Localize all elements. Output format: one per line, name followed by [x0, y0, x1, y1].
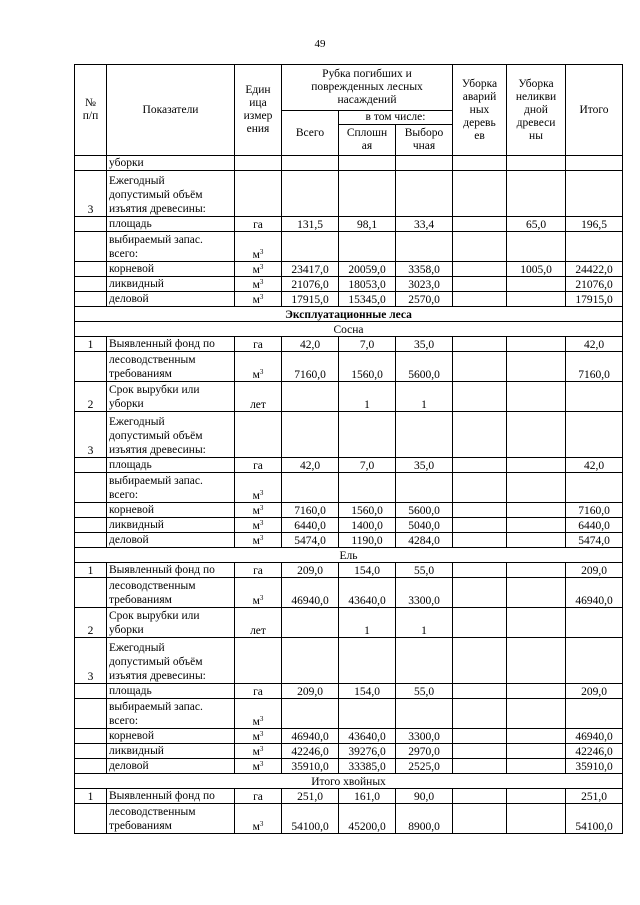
cell-total [282, 699, 339, 729]
cell-total [282, 171, 339, 217]
cell-selective [396, 171, 453, 217]
row-number [75, 804, 107, 834]
cell-selective [396, 156, 453, 171]
row-number [75, 292, 107, 307]
table-row [75, 518, 623, 533]
cell-illiquid: 65,0 [507, 217, 566, 232]
cell-selective: 2970,0 [396, 744, 453, 759]
subsection-title: Ель [75, 548, 623, 563]
cell-selective: 3300,0 [396, 578, 453, 608]
row-indicator: ликвидный [107, 518, 235, 533]
row-indicator: Выявленный фонд по [107, 563, 235, 578]
row-number [75, 156, 107, 171]
cell-emergency [453, 503, 507, 518]
forest-felling-table [74, 64, 623, 834]
table-row [75, 473, 623, 503]
cell-emergency [453, 638, 507, 684]
cell-emergency [453, 217, 507, 232]
row-number [75, 232, 107, 262]
cell-clear: 1 [339, 382, 396, 412]
row-indicator: выбираемый запас. всего: [107, 232, 235, 262]
row-unit: $м^3$ [235, 759, 282, 774]
header-emergency: Уборка аварий ных деревь ев [453, 65, 507, 156]
cell-total: 251,0 [282, 789, 339, 804]
cell-emergency [453, 699, 507, 729]
row-unit: $м^3$ [235, 277, 282, 292]
table-row [75, 804, 623, 834]
table-row [75, 382, 623, 412]
table-body [75, 156, 623, 834]
row-indicator: ликвидный [107, 744, 235, 759]
cell-selective: 1 [396, 382, 453, 412]
row-indicator: площадь [107, 458, 235, 473]
row-indicator: корневой [107, 262, 235, 277]
cell-selective: 5600,0 [396, 352, 453, 382]
row-unit: $м^3$ [235, 232, 282, 262]
row-unit: $м^3$ [235, 518, 282, 533]
header-selective: Выборо чная [396, 125, 453, 156]
cell-emergency [453, 292, 507, 307]
cell-total [282, 473, 339, 503]
row-unit: $м^3$ [235, 292, 282, 307]
cell-selective [396, 699, 453, 729]
cell-illiquid [507, 729, 566, 744]
row-unit: $м^3$ [235, 729, 282, 744]
row-indicator: Срок вырубки или уборки [107, 608, 235, 638]
cell-clear [339, 232, 396, 262]
row-indicator: Ежегодный допустимый объём изъятия древесины: [107, 412, 235, 458]
cell-total: 46940,0 [282, 578, 339, 608]
subsection-row [75, 548, 623, 563]
cell-itogo: 7160,0 [566, 352, 623, 382]
cell-clear [339, 699, 396, 729]
row-indicator: площадь [107, 217, 235, 232]
cell-illiquid [507, 789, 566, 804]
row-indicator: лесоводственным требованиям [107, 804, 235, 834]
cell-itogo: 251,0 [566, 789, 623, 804]
table-row [75, 608, 623, 638]
cell-illiquid [507, 578, 566, 608]
cell-illiquid [507, 608, 566, 638]
row-unit: $м^3$ [235, 578, 282, 608]
row-number [75, 744, 107, 759]
cell-selective: 3358,0 [396, 262, 453, 277]
cell-illiquid: 1005,0 [507, 262, 566, 277]
row-unit: га [235, 789, 282, 804]
cell-selective: 3300,0 [396, 729, 453, 744]
cell-selective: 55,0 [396, 563, 453, 578]
row-number: 2 [75, 382, 107, 412]
row-indicator: Срок вырубки или уборки [107, 382, 235, 412]
cell-clear: 18053,0 [339, 277, 396, 292]
section-title: Эксплуатационные леса [75, 307, 623, 322]
cell-total: 42,0 [282, 337, 339, 352]
cell-itogo: 196,5 [566, 217, 623, 232]
row-number [75, 503, 107, 518]
table-row [75, 352, 623, 382]
header-total: Всего [282, 111, 339, 156]
row-number [75, 684, 107, 699]
cell-clear: 98,1 [339, 217, 396, 232]
header-illiquid: Уборка неликви дной древеси ны [507, 65, 566, 156]
cell-clear: 33385,0 [339, 759, 396, 774]
row-unit: $м^3$ [235, 699, 282, 729]
cell-selective: 33,4 [396, 217, 453, 232]
cell-emergency [453, 277, 507, 292]
cell-emergency [453, 458, 507, 473]
cell-emergency [453, 518, 507, 533]
row-number [75, 699, 107, 729]
cell-illiquid [507, 638, 566, 684]
cell-clear: 161,0 [339, 789, 396, 804]
header-including: в том числе: [339, 111, 453, 125]
cell-clear: 39276,0 [339, 744, 396, 759]
cell-itogo: 42,0 [566, 337, 623, 352]
header-itogo: Итого [566, 65, 623, 156]
cell-illiquid [507, 744, 566, 759]
row-indicator: лесоводственным требованиям [107, 578, 235, 608]
cell-itogo: 42246,0 [566, 744, 623, 759]
cell-emergency [453, 759, 507, 774]
cell-emergency [453, 337, 507, 352]
cell-itogo: 24422,0 [566, 262, 623, 277]
table-row [75, 744, 623, 759]
row-unit: га [235, 563, 282, 578]
cell-emergency [453, 684, 507, 699]
cell-emergency [453, 473, 507, 503]
row-unit [235, 412, 282, 458]
cell-total: 17915,0 [282, 292, 339, 307]
table-row [75, 412, 623, 458]
cell-selective: 35,0 [396, 337, 453, 352]
page-number: 49 [314, 38, 326, 50]
cell-itogo: 21076,0 [566, 277, 623, 292]
table-row [75, 217, 623, 232]
cell-total [282, 156, 339, 171]
header-num: № п/п [75, 65, 107, 156]
cell-illiquid [507, 337, 566, 352]
cell-clear: 1560,0 [339, 352, 396, 382]
row-indicator: Ежегодный допустимый объём изъятия древесины: [107, 638, 235, 684]
row-unit: $м^3$ [235, 473, 282, 503]
row-number: 1 [75, 563, 107, 578]
row-number: 3 [75, 171, 107, 217]
cell-itogo [566, 638, 623, 684]
cell-total: 209,0 [282, 563, 339, 578]
row-indicator: выбираемый запас. всего: [107, 699, 235, 729]
row-unit [235, 171, 282, 217]
cell-total: 23417,0 [282, 262, 339, 277]
cell-selective: 3023,0 [396, 277, 453, 292]
cell-emergency [453, 352, 507, 382]
cell-clear [339, 156, 396, 171]
cell-itogo: 209,0 [566, 684, 623, 699]
cell-illiquid [507, 382, 566, 412]
cell-emergency [453, 232, 507, 262]
cell-itogo [566, 382, 623, 412]
cell-clear: 45200,0 [339, 804, 396, 834]
row-indicator: Выявленный фонд по [107, 789, 235, 804]
table-row [75, 503, 623, 518]
cell-emergency [453, 804, 507, 834]
cell-clear: 154,0 [339, 684, 396, 699]
row-unit: $м^3$ [235, 503, 282, 518]
cell-itogo: 5474,0 [566, 533, 623, 548]
header-felling-group: Рубка погибших и поврежденных лесных насаждений [282, 65, 453, 111]
cell-total [282, 412, 339, 458]
cell-clear: 1 [339, 608, 396, 638]
row-indicator: лесоводственным требованиям [107, 352, 235, 382]
cell-emergency [453, 744, 507, 759]
row-unit: га [235, 458, 282, 473]
cell-illiquid [507, 684, 566, 699]
row-unit: $м^3$ [235, 744, 282, 759]
row-number: 1 [75, 337, 107, 352]
subsection-row [75, 322, 623, 337]
cell-illiquid [507, 759, 566, 774]
cell-total: 7160,0 [282, 352, 339, 382]
cell-itogo: 46940,0 [566, 578, 623, 608]
cell-clear [339, 412, 396, 458]
cell-clear: 20059,0 [339, 262, 396, 277]
table-row [75, 277, 623, 292]
row-number [75, 458, 107, 473]
cell-emergency [453, 533, 507, 548]
cell-selective [396, 232, 453, 262]
cell-itogo: 209,0 [566, 563, 623, 578]
cell-total: 209,0 [282, 684, 339, 699]
row-number [75, 352, 107, 382]
cell-total: 7160,0 [282, 503, 339, 518]
cell-selective [396, 638, 453, 684]
cell-total: 5474,0 [282, 533, 339, 548]
cell-itogo: 7160,0 [566, 503, 623, 518]
row-number: 2 [75, 608, 107, 638]
cell-itogo: 35910,0 [566, 759, 623, 774]
cell-clear: 43640,0 [339, 578, 396, 608]
row-number [75, 533, 107, 548]
row-unit: $м^3$ [235, 262, 282, 277]
cell-total [282, 638, 339, 684]
cell-emergency [453, 608, 507, 638]
cell-itogo [566, 156, 623, 171]
row-number [75, 518, 107, 533]
cell-illiquid [507, 533, 566, 548]
row-indicator: деловой [107, 759, 235, 774]
row-number [75, 217, 107, 232]
table-row [75, 262, 623, 277]
cell-illiquid [507, 156, 566, 171]
table-row [75, 232, 623, 262]
row-indicator: Ежегодный допустимый объём изъятия древесины: [107, 171, 235, 217]
cell-illiquid [507, 473, 566, 503]
row-number [75, 262, 107, 277]
row-indicator: ликвидный [107, 277, 235, 292]
row-unit: га [235, 217, 282, 232]
row-indicator: Выявленный фонд по [107, 337, 235, 352]
cell-clear: 1400,0 [339, 518, 396, 533]
table-row [75, 759, 623, 774]
cell-itogo [566, 171, 623, 217]
cell-selective: 90,0 [396, 789, 453, 804]
cell-clear: 43640,0 [339, 729, 396, 744]
row-number [75, 578, 107, 608]
cell-illiquid [507, 458, 566, 473]
cell-selective: 5600,0 [396, 503, 453, 518]
cell-illiquid [507, 292, 566, 307]
cell-illiquid [507, 804, 566, 834]
cell-selective: 55,0 [396, 684, 453, 699]
header-clear: Сплошн ая [339, 125, 396, 156]
cell-selective: 2570,0 [396, 292, 453, 307]
row-number [75, 729, 107, 744]
subsection-row [75, 774, 623, 789]
row-number: 1 [75, 789, 107, 804]
cell-emergency [453, 412, 507, 458]
table-row [75, 789, 623, 804]
cell-total: 131,5 [282, 217, 339, 232]
cell-emergency [453, 156, 507, 171]
cell-selective [396, 473, 453, 503]
header-indicators: Показатели [107, 65, 235, 156]
cell-itogo [566, 608, 623, 638]
section-row [75, 307, 623, 322]
table-row [75, 578, 623, 608]
cell-itogo: 17915,0 [566, 292, 623, 307]
table-row [75, 337, 623, 352]
cell-itogo [566, 412, 623, 458]
subsection-title: Итого хвойных [75, 774, 623, 789]
cell-selective: 8900,0 [396, 804, 453, 834]
cell-clear: 1560,0 [339, 503, 396, 518]
cell-clear: 154,0 [339, 563, 396, 578]
cell-total: 35910,0 [282, 759, 339, 774]
cell-emergency [453, 262, 507, 277]
cell-illiquid [507, 352, 566, 382]
cell-itogo: 54100,0 [566, 804, 623, 834]
cell-total: 42,0 [282, 458, 339, 473]
row-unit: га [235, 684, 282, 699]
cell-clear: 7,0 [339, 337, 396, 352]
cell-clear [339, 171, 396, 217]
cell-total: 6440,0 [282, 518, 339, 533]
cell-illiquid [507, 232, 566, 262]
cell-selective: 1 [396, 608, 453, 638]
cell-total [282, 608, 339, 638]
row-unit [235, 156, 282, 171]
table-row [75, 458, 623, 473]
cell-emergency [453, 578, 507, 608]
cell-illiquid [507, 277, 566, 292]
row-unit: га [235, 337, 282, 352]
cell-emergency [453, 382, 507, 412]
cell-itogo [566, 232, 623, 262]
row-unit: лет [235, 608, 282, 638]
row-indicator: площадь [107, 684, 235, 699]
row-unit: лет [235, 382, 282, 412]
cell-clear [339, 638, 396, 684]
cell-itogo: 42,0 [566, 458, 623, 473]
cell-itogo [566, 699, 623, 729]
table-row [75, 171, 623, 217]
row-indicator: уборки [107, 156, 235, 171]
cell-clear: 7,0 [339, 458, 396, 473]
cell-clear [339, 473, 396, 503]
cell-emergency [453, 563, 507, 578]
cell-illiquid [507, 503, 566, 518]
row-number [75, 473, 107, 503]
table-row [75, 533, 623, 548]
table-row [75, 729, 623, 744]
row-unit: $м^3$ [235, 804, 282, 834]
row-indicator: корневой [107, 503, 235, 518]
cell-itogo: 6440,0 [566, 518, 623, 533]
cell-emergency [453, 789, 507, 804]
cell-selective: 2525,0 [396, 759, 453, 774]
cell-total: 21076,0 [282, 277, 339, 292]
cell-emergency [453, 729, 507, 744]
cell-emergency [453, 171, 507, 217]
cell-illiquid [507, 699, 566, 729]
cell-selective: 35,0 [396, 458, 453, 473]
cell-illiquid [507, 518, 566, 533]
table-row [75, 563, 623, 578]
row-number: 3 [75, 412, 107, 458]
header-unit: Един ица измер ения [235, 65, 282, 156]
row-unit: $м^3$ [235, 352, 282, 382]
table-header [75, 65, 623, 156]
row-number [75, 759, 107, 774]
row-indicator: деловой [107, 292, 235, 307]
cell-total: 42246,0 [282, 744, 339, 759]
table-row [75, 684, 623, 699]
row-indicator: деловой [107, 533, 235, 548]
table-row [75, 156, 623, 171]
cell-total: 54100,0 [282, 804, 339, 834]
cell-clear: 15345,0 [339, 292, 396, 307]
row-number [75, 277, 107, 292]
cell-total [282, 232, 339, 262]
table-row [75, 292, 623, 307]
table-row [75, 699, 623, 729]
cell-illiquid [507, 563, 566, 578]
row-unit: $м^3$ [235, 533, 282, 548]
row-unit [235, 638, 282, 684]
row-number: 3 [75, 638, 107, 684]
cell-selective: 5040,0 [396, 518, 453, 533]
cell-total [282, 382, 339, 412]
row-indicator: корневой [107, 729, 235, 744]
cell-clear: 1190,0 [339, 533, 396, 548]
cell-selective [396, 412, 453, 458]
cell-illiquid [507, 171, 566, 217]
cell-selective: 4284,0 [396, 533, 453, 548]
cell-illiquid [507, 412, 566, 458]
cell-itogo [566, 473, 623, 503]
subsection-title: Сосна [75, 322, 623, 337]
row-indicator: выбираемый запас. всего: [107, 473, 235, 503]
cell-itogo: 46940,0 [566, 729, 623, 744]
table-row [75, 638, 623, 684]
cell-total: 46940,0 [282, 729, 339, 744]
